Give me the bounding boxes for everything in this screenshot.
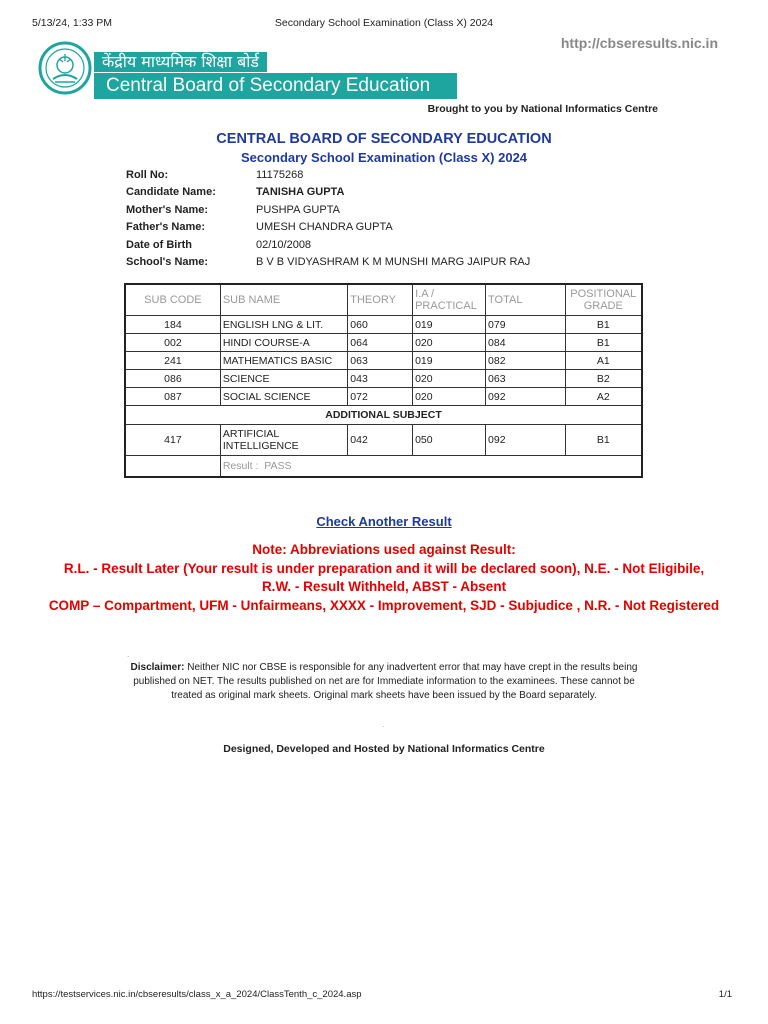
cbse-emblem-icon: [38, 41, 92, 95]
cell-theory: 060: [348, 316, 413, 334]
cell-practical: 020: [413, 370, 486, 388]
candidate-info: [126, 166, 576, 271]
cell-practical: 020: [413, 388, 486, 406]
cell-practical: 019: [413, 352, 486, 370]
marks-header-row: [125, 284, 642, 316]
note-line: R.L. - Result Later (Your result is under preparation and it will be declared soon), N.E. - Not Eligibile,: [63, 560, 705, 576]
cell-sub-name: SCIENCE: [220, 370, 347, 388]
cell-sub-code: 184: [125, 316, 220, 334]
col-header-theory: THEORY: [348, 284, 413, 316]
candidate-row: [126, 201, 576, 219]
print-datetime: 5/13/24, 1:33 PM: [32, 17, 112, 29]
col-header-sub-code: SUB CODE: [125, 284, 220, 316]
note-line: R.W. - Result Withheld, ABST - Absent: [261, 579, 507, 594]
candidate-value: TANISHA GUPTA: [256, 186, 345, 199]
separator-dot: .: [127, 650, 130, 659]
disclaimer-label: Disclaimer:: [130, 662, 185, 673]
cell-total: 092: [486, 388, 566, 406]
cell-sub-code: 417: [125, 425, 220, 456]
board-title: CENTRAL BOARD OF SECONDARY EDUCATION: [216, 131, 552, 147]
candidate-row: [126, 236, 576, 254]
candidate-value: PUSHPA GUPTA: [256, 203, 340, 216]
col-header-total: TOTAL: [486, 284, 566, 316]
table-row: [125, 334, 642, 352]
cell-sub-code: 002: [125, 334, 220, 352]
candidate-value: UMESH CHANDRA GUPTA: [256, 221, 393, 234]
print-page-number: 1/1: [718, 989, 732, 1000]
cell-sub-name: MATHEMATICS BASIC: [220, 352, 347, 370]
col-header-practical: I.A / PRACTICAL: [413, 284, 486, 316]
candidate-row: [126, 166, 576, 184]
cell-sub-code: 087: [125, 388, 220, 406]
print-header: [32, 17, 736, 31]
cell-total: 084: [486, 334, 566, 352]
candidate-label: School's Name:: [126, 256, 209, 269]
note-line: COMP – Compartment, UFM - Unfairmeans, XXXX - Improvement, SJD - Subjudice , N.R. - Not Registered: [48, 597, 720, 613]
cell-grade: B1: [565, 425, 642, 456]
cell-sub-name: ARTIFICIAL INTELLIGENCE: [220, 425, 347, 456]
col-header-grade: POSITIONAL GRADE: [565, 284, 642, 316]
cell-practical: 050: [413, 425, 486, 456]
candidate-row: [126, 219, 576, 237]
candidate-row: [126, 184, 576, 202]
table-row: [125, 425, 642, 456]
cell-theory: 043: [348, 370, 413, 388]
cell-sub-code: 241: [125, 352, 220, 370]
check-another-result-wrap: [0, 513, 768, 531]
cell-sub-name: HINDI COURSE-A: [220, 334, 347, 352]
brought-by-text: Brought to you by National Informatics Centre: [427, 103, 658, 115]
candidate-row: [126, 254, 576, 272]
english-board-name: Central Board of Secondary Education: [94, 73, 457, 99]
table-row: [125, 316, 642, 334]
print-title: Secondary School Examination (Class X) 2024: [274, 17, 494, 29]
cell-grade: A1: [565, 352, 642, 370]
table-row: [125, 370, 642, 388]
table-row: [125, 352, 642, 370]
cell-total: 082: [486, 352, 566, 370]
abbreviation-note: [40, 541, 728, 615]
separator-dot: .: [382, 720, 385, 729]
col-header-sub-name: SUB NAME: [220, 284, 347, 316]
print-footer: [32, 989, 736, 1003]
table-row: [125, 388, 642, 406]
cell-theory: 064: [348, 334, 413, 352]
cell-theory: 072: [348, 388, 413, 406]
print-url: https://testservices.nic.in/cbseresults/class_x_a_2024/ClassTenth_c_2024.asp: [32, 989, 362, 1000]
hindi-board-name: केंद्रीय माध्यमिक शिक्षा बोर्ड: [94, 52, 267, 72]
cell-total: 092: [486, 425, 566, 456]
candidate-label: Roll No:: [126, 168, 169, 181]
result-status: Result : PASS: [220, 456, 642, 478]
exam-title: Secondary School Examination (Class X) 2024: [240, 150, 528, 165]
candidate-label: Date of Birth: [126, 238, 192, 251]
cell-sub-code: 086: [125, 370, 220, 388]
cell-total: 079: [486, 316, 566, 334]
result-row: [125, 456, 642, 478]
cell-practical: 019: [413, 316, 486, 334]
cell-grade: B1: [565, 334, 642, 352]
cell-theory: 042: [348, 425, 413, 456]
cell-theory: 063: [348, 352, 413, 370]
candidate-label: Father's Name:: [126, 221, 206, 234]
candidate-label: Mother's Name:: [126, 203, 209, 216]
cell-grade: A2: [565, 388, 642, 406]
result-spacer: [125, 456, 220, 478]
note-heading: Note: Abbreviations used against Result:: [252, 542, 516, 557]
additional-subject-label: ADDITIONAL SUBJECT: [125, 406, 642, 425]
candidate-value: 11175268: [256, 168, 304, 181]
disclaimer-text: Neither NIC nor CBSE is responsible for any inadvertent error that may have crept in the results being published on NET. The results published on net are for Immediate information to the examinees. These cannot be treated as original mark sheets. Original mark sheets have been issued by the Board separately.: [133, 662, 638, 701]
candidate-value: B V B VIDYASHRAM K M MUNSHI MARG JAIPUR RAJ: [256, 256, 531, 269]
cell-total: 063: [486, 370, 566, 388]
cell-sub-name: ENGLISH LNG & LIT.: [220, 316, 347, 334]
cell-grade: B1: [565, 316, 642, 334]
additional-subject-row: [125, 406, 642, 425]
site-url[interactable]: http://cbseresults.nic.in: [560, 35, 718, 51]
cell-sub-name: SOCIAL SCIENCE: [220, 388, 347, 406]
designed-by: Designed, Developed and Hosted by National Informatics Centre: [223, 743, 545, 755]
candidate-label: Candidate Name:: [126, 186, 216, 199]
candidate-value: 02/10/2008: [256, 238, 312, 251]
check-another-result-link[interactable]: Check Another Result: [316, 514, 452, 529]
cell-grade: B2: [565, 370, 642, 388]
disclaimer: [120, 661, 648, 703]
marks-table: [124, 283, 643, 478]
cell-practical: 020: [413, 334, 486, 352]
